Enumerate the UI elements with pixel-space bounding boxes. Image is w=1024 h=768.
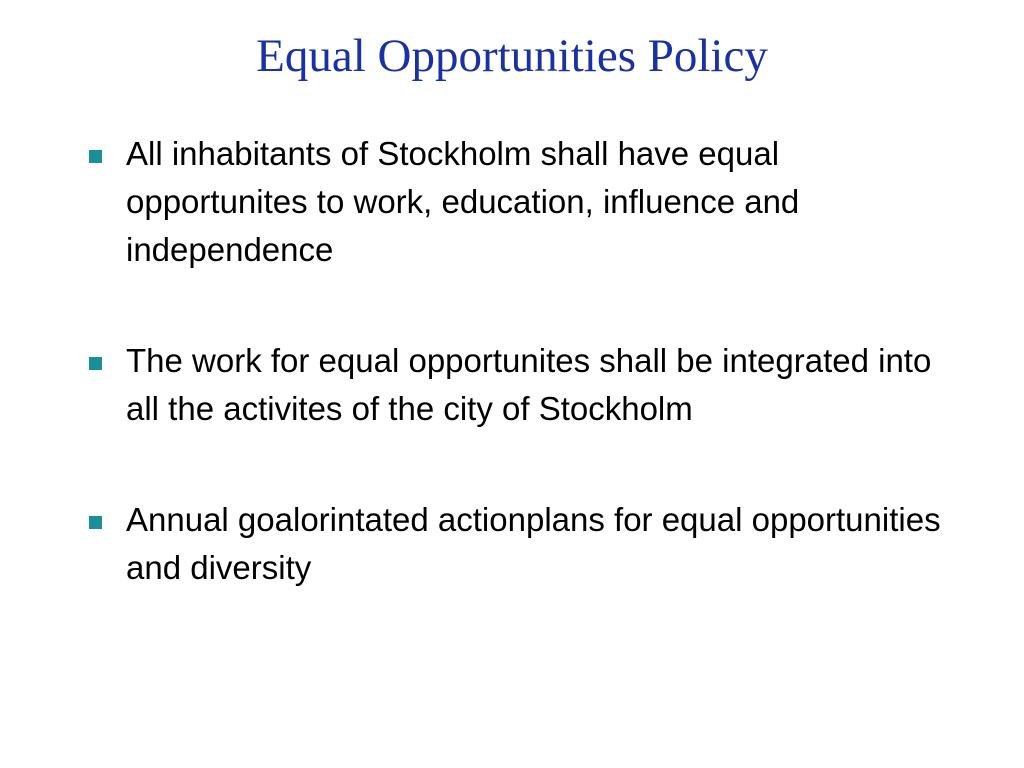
bullet-item xyxy=(86,130,966,274)
square-bullet-icon xyxy=(89,357,102,370)
bullet-item xyxy=(86,496,966,592)
bullet-list xyxy=(86,130,966,655)
bullet-text: The work for equal opportunites shall be integrated into all the activites of the city of Stockholm xyxy=(126,342,932,427)
square-bullet-icon xyxy=(89,150,102,163)
square-bullet-icon xyxy=(89,516,102,529)
slide-title: Equal Opportunities Policy xyxy=(256,30,768,82)
bullet-item xyxy=(86,337,966,433)
bullet-text: Annual goalorintated actionplans for equal opportunities and diversity xyxy=(126,501,941,586)
bullet-text: All inhabitants of Stockholm shall have equal opportunites to work, education, influence and independence xyxy=(126,135,800,268)
